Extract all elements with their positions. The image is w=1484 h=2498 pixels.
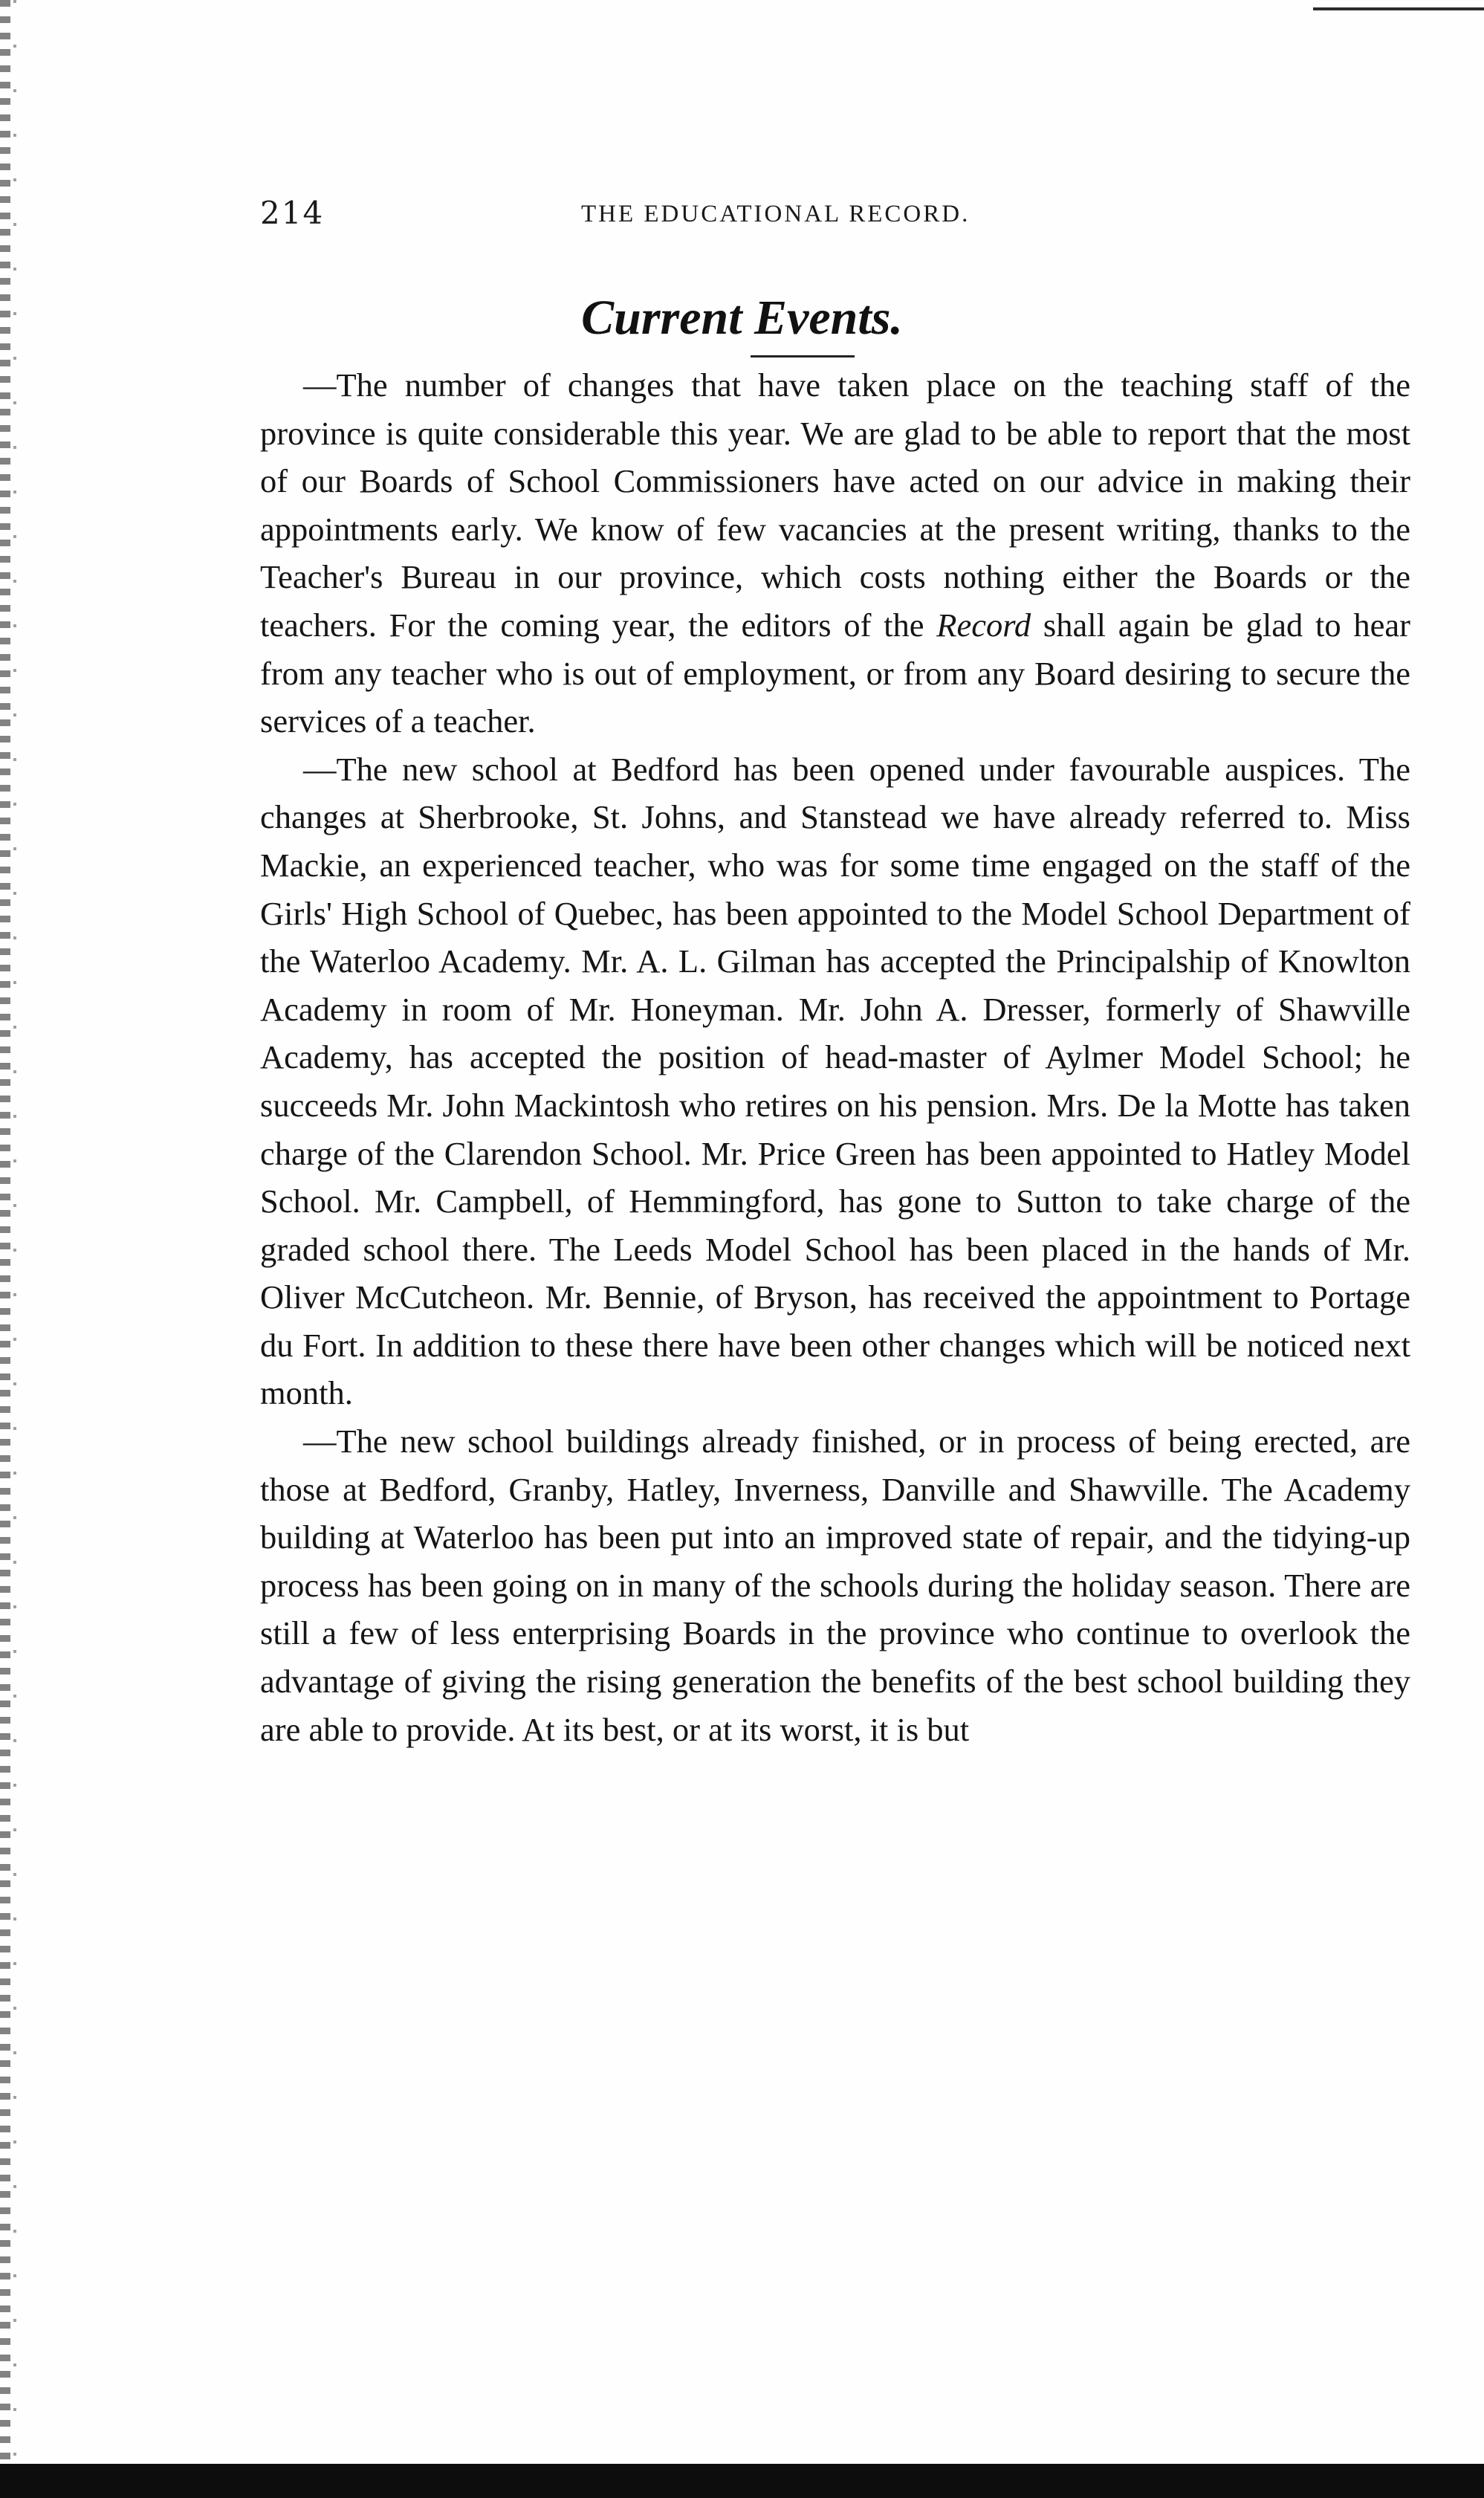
bottom-scan-band xyxy=(0,2464,1484,2498)
running-head xyxy=(260,195,1412,247)
article-body xyxy=(260,361,1410,1753)
paragraph-appointments: —The new school at Bedford has been opened under favourable auspices. The changes at Sherbrooke, St. Johns, and Stanstead we have already referred to. Miss Mackie, an experienced teacher, who was for some time engaged on the staff of the Girls' High School of Quebec, has been appointed to the Model School Department of the Waterloo Academy. Mr. A. L. Gilman has accepted the Principalship of Knowlton Academy in room of Mr. Honeyman. Mr. John A. Dresser, formerly of Shawville Academy, has accepted the position of head-master of Aylmer Model School; he succeeds Mr. John Mackintosh who retires on his pension. Mrs. De la Motte has taken charge of the Clarendon School. Mr. Price Green has been appointed to Hatley Model School. Mr. Campbell, of Hemmingford, has gone to Sutton to take charge of the graded school there. The Leeds Model School has been placed in the hands of Mr. Oliver McCutcheon. Mr. Bennie, of Bryson, has received the appointment to Portage du Fort. In addition to these there have been other changes which will be noticed next month. xyxy=(260,750,1410,1412)
binding-specks xyxy=(13,0,16,2498)
paragraph-school-buildings: —The new school buildings already finished, or in process of being erected, are those at Bedford, Granby, Hatley, Inverness, Danville and Shawville. The Academy building at Waterloo has been put into an improved state of repair, and the tidying-up process has been going on in many of the schools during the holiday season. There are still a few of less enterprising Boards in the province who continue to overlook the advantage of giving the rising generation the benefits of the best school building they are able to provide. At its best, or at its worst, it is but xyxy=(260,1423,1410,1748)
section-title: Current Events. xyxy=(581,291,903,345)
journal-title: THE EDUCATIONAL RECORD. xyxy=(581,201,971,227)
paragraph-1-text-end: shall again be glad to hear from any teacher who is out of employment, or from any Board desiring to secure the services of a teacher. xyxy=(260,606,1410,740)
paragraph-teaching-staff xyxy=(260,361,1410,745)
record-italic: Record xyxy=(936,606,1031,644)
paragraph-1-text: —The number of changes that have taken place on the teaching staff of the province is quite considerable this year. We are glad to be able to report that the most of our Boards of School Commissioners have acted on our advice in making their appointments early. We know of few vacancies at the present writing, thanks to the Teacher's Bureau in our province, which costs nothing either the Boards or the teachers. For the coming year, the editors of the xyxy=(260,366,1410,644)
top-edge-rule xyxy=(1313,7,1484,10)
title-rule xyxy=(751,355,855,357)
page-number: 214 xyxy=(260,195,325,231)
binding-edge xyxy=(0,0,10,2498)
